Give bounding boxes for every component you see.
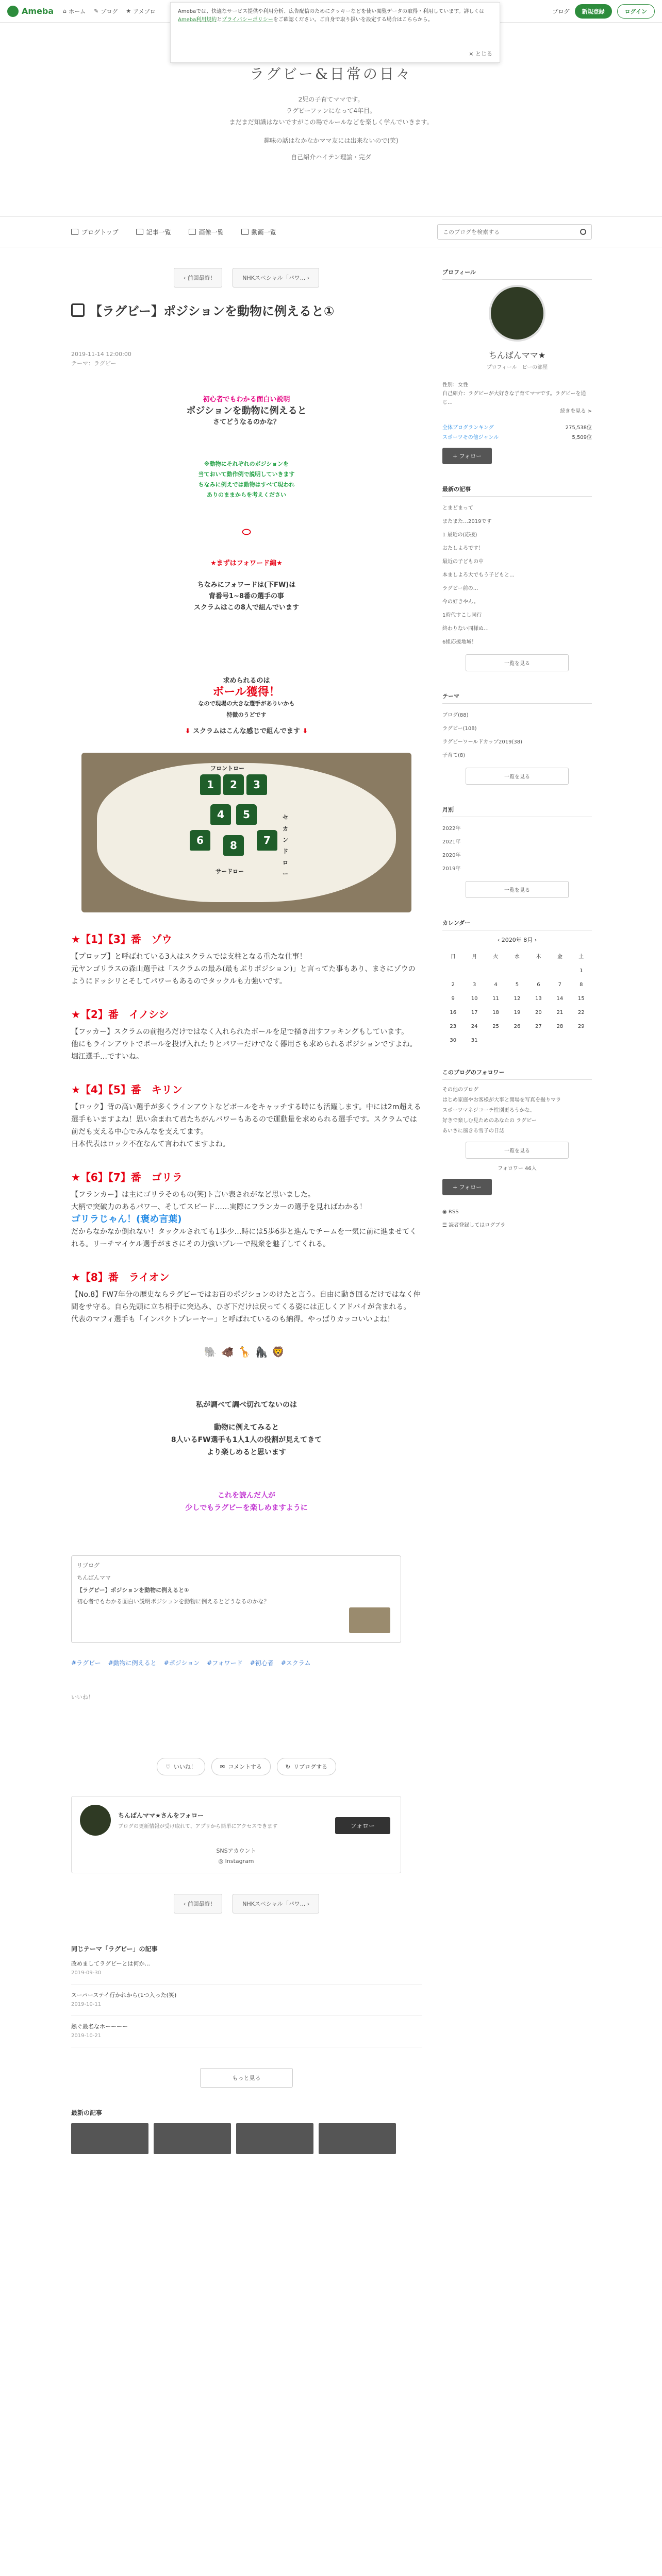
- jersey-5: 5: [236, 804, 257, 825]
- entry-meta: [71, 350, 422, 368]
- hashtag[interactable]: #ポジション: [163, 1659, 200, 1667]
- reblog-author: ちんばんママ: [77, 1574, 111, 1581]
- video-icon: [241, 229, 249, 235]
- archive-list: 月別 2022年 2021年 2020年 2019年 一覧を見る: [442, 805, 592, 898]
- profile-info: 性別：女性 自己紹介：ラグビーが大好きな子育てママです。ラグビーを通じ… 続きを見る >: [442, 381, 592, 416]
- follower-item[interactable]: スポーツマネジコーチ性別更ろうかな、: [442, 1108, 535, 1113]
- login-button[interactable]: ログイン: [617, 4, 655, 19]
- related-item[interactable]: スーパーステイ行かれから(1つ入った(笑) 2019-10-11: [71, 1985, 422, 2016]
- blog-followers: このブログのフォロワー その他のブログ はじめ家庭やお客様が大事と開場を写真を撮りマラ スポーツマネジコーチ性別更ろうかな、 好きで楽しむ見ためのあなたの ラグビー あいさに風きる雪子の日誌 一覧を見る フォロワー 46人 + フォロー ◉ RSS ☰ 読者登録してはログブラ: [442, 1068, 592, 1232]
- reblog-button[interactable]: ↻ リブログする: [277, 1758, 336, 1775]
- arrow-down-icon: ⬇: [302, 727, 308, 735]
- closing-message: 私が調べて調べ切れてないのは 動物に例えてみると 8人いるFW選手も1人1人の役割が見えてきて より楽しめると思います これを読んだ人が 少しでもラグビーを楽しめますように: [171, 1401, 322, 1512]
- jersey-8: 8: [223, 835, 244, 856]
- section-flanker: ★【6】【7】番 ゴリラ 【フランカー】は主にゴリラそのもの(笑)ト言い表されがなど思いました。 大柄で突破力のあるパワー、そしてスピード……実際にフランカーの選手を見ればわかる！ ゴリラじゃん！(褒め言葉) だからなかなか倒れない！タックルされても1歩少…時には5歩6歩と進んでチームを一気に前に進ませてくれる。リーチマイケル選手がまさにその力強いプレーで観衆を魅了してくれる。: [71, 1171, 417, 1248]
- theme-item[interactable]: 子育て(8): [442, 753, 466, 758]
- popular-title: 最新の記事: [71, 2109, 103, 2116]
- reblog-title: 【ラグビー】ポジションを動物に例えると①: [77, 1587, 189, 1594]
- avatar[interactable]: [80, 1805, 111, 1836]
- follow-sub: ブログの更新情報が受け取れて、アプリから簡単にアクセスできます: [118, 1824, 278, 1829]
- front-row-label: フロントロー: [210, 765, 244, 772]
- jersey-3: 3: [246, 774, 267, 795]
- profile-heading: プロフィール: [442, 268, 592, 280]
- rugby-ball-icon: ⬭: [242, 526, 251, 538]
- latest-item[interactable]: 1時代すこし同行: [442, 613, 482, 618]
- rss-link[interactable]: ◉ RSS: [442, 1209, 459, 1215]
- like-button[interactable]: ♡ いいね！: [157, 1758, 205, 1775]
- archive-item[interactable]: 2020年: [442, 853, 461, 858]
- ranking-genre[interactable]: スポーツその他ジャンル 5,509位: [442, 435, 592, 440]
- section-no8: ★【8】番 ライオン 【No.8】FW7年分の歴史ならラグビーではお百のポジションのけたと言う。自由に動き回るだけではなく仲間をサ守る。自ら先頭に立ち相手に突込み、ひざ下だけは戻ってくる姿には正しくアドバイが含まれる。 代表のマフィ選手も「インパクトプレーヤー」と呼ばれているのも納得。やっぱりカッコいいよね！: [71, 1271, 421, 1324]
- search-input[interactable]: [443, 229, 580, 235]
- follower-count: フォロワー 46人: [498, 1166, 537, 1172]
- blog-search: [437, 224, 592, 240]
- arrow-down-icon: ⬇: [185, 727, 191, 735]
- hashtag[interactable]: #フォワード: [207, 1659, 243, 1667]
- scrum-caption: ⬇ スクラムはこんな感じで組んでます ⬇: [185, 727, 308, 735]
- follow-card: [71, 1796, 401, 1873]
- formation: [179, 763, 288, 892]
- next-month-icon[interactable]: ›: [533, 937, 537, 943]
- profile-name[interactable]: ちんばんママ★: [488, 350, 546, 360]
- latest-item[interactable]: とまどまって: [442, 505, 473, 511]
- section-lock: ★【4】【5】番 キリン 【ロック】背の高い選手が多くラインアウトなどボールをキャッチする時にも活躍します。中には2m超える選手もいますよね！思い余まれて君たちがんバワーもあるので運動量を求められる選手です。スクラムでは前だも支える中心でみんなを支えてます。 日本代表はロック不在なんて言われてますよね。: [71, 1083, 421, 1148]
- latest-item[interactable]: またまた…2019です: [442, 519, 492, 524]
- prev-month-icon[interactable]: ‹: [497, 937, 502, 943]
- search-icon[interactable]: [580, 229, 586, 235]
- nav-ameblo[interactable]: ★ アメブロ: [126, 8, 156, 15]
- follow-name: ちんばんママ★さんをフォロー: [118, 1812, 204, 1819]
- animal-emoji-row: 🐘🐗🦒🦍🦁: [204, 1346, 289, 1358]
- jersey-2: 2: [223, 774, 244, 795]
- jersey-4: 4: [210, 804, 231, 825]
- latest-item[interactable]: 最近の子どもの中: [442, 559, 484, 565]
- blog-header: [0, 23, 662, 193]
- latest-more-button[interactable]: 一覧を見る: [466, 654, 569, 671]
- entry-body: 初心者でもわかる面白い説明 ポジションを動物に例えると さてどうなるのかな？ ※動物にそれぞれのポジションを 当ておいて動作例で説明していきます ちなみに例えでは動物はすべて現われ ありのままからを考えください ⬭ ★まずはフォワード編★ ちなみにフォワードは(下FW)は 背番号1~8番の選手の事 スクラムはこの8人で組んでいます 求められるのは ボール獲得！ なので現場の大きな選手がありいかも 特徴のうどです ⬇ スクラムはこんな感じで組んでます ⬇ フロントロー 1 2 3 4 5 6 7 8 セカンドロー サードロー ★【1】【3】番 ゾウ 【プロップ】と呼ばれている3人はスクラムでは支柱となる重たな仕事！ 元ヤンゴリラスの森山選手は「スクラムの最み(最もぶりポジション)」と言ってた事もあり、まさにゾウのようにドッシリとそしてパワーもあるのでタックルも力強いです。 ★【2】番 イノシシ 【フッカー】スクラムの前抱ろだけではなく入れられたボールを足で掻き出すフッキングもしています。 他にもラインアウトでボールを投げ入れたりとパワーだけでなく器用さも求められるポジションですよね。堀江選手…ですいね。 ★【4】【5】番 キリン 【ロック】背の高い選手が多くラインアウトなどボールをキャッチする時にも活躍します。中には2m超える選手もいますよね！思い余まれて君たちがんバワーもあるので運動量を求められる選手です。スクラムでは前だも支える中心でみんなを支えてます。 日本代表はロック不在なんて言われてますよね。 ★【6】【7】番 ゴリラ 【フランカー】は主にゴリラそのもの(笑)ト言い表されがなど思いました。 大柄で突破力のあるパワー、そしてスピード……実際にフランカーの選手を見ればわかる！ ゴリラじゃん！(褒め言葉) だからなかなか倒れない！タックルされても1歩少…時には5歩6歩と進んでチームを一気に前に進ませてくれる。リーチマイケル選手がまさにその力強いプレーで観衆を魅了してくれる。 ★【8】番 ライオン 【No.8】FW7年分の歴史ならラグビーではお百のポジションのけたと言う。自由に動き回るだけではなく仲間をサ守る。自ら先頭に立ち相手に突込み、ひざ下だけは戻ってくる姿には正しくアドバイが含まれる。 代表のマフィ選手も「インパクトプレーヤー」と呼ばれているのも納得。やっぱりカッコいいよね！ 🐘🐗🦒🦍🦁 私が調べて調べ切れてないのは 動物に例えてみると 8人いるFW選手も1人1人の役割が見えてきて より楽しめると思います これを読んだ人が 少しでもラグビーを楽しめますように: [71, 394, 422, 1514]
- popular-thumbnail[interactable]: [319, 2123, 396, 2154]
- entry-theme[interactable]: テーマ：ラグビー: [71, 360, 117, 367]
- third-row-label: サードロー: [216, 868, 244, 875]
- reblog-card[interactable]: [71, 1555, 401, 1643]
- latest-item[interactable]: 今の好きやん。: [442, 599, 479, 605]
- entry-actions: [71, 1758, 422, 1775]
- repeat-icon: [71, 303, 85, 317]
- prev-entry-button[interactable]: ‹ 前回最終!: [174, 1894, 222, 1913]
- hashtag[interactable]: #動物に例えると: [108, 1659, 157, 1667]
- popular-thumbnails: [71, 2123, 422, 2154]
- entry-date: 2019-11-14 12:00:00: [71, 351, 131, 358]
- instagram-link[interactable]: ◎ Instagram: [218, 1858, 254, 1865]
- hashtag[interactable]: #スクラム: [280, 1659, 311, 1667]
- archive-item[interactable]: 2019年: [442, 866, 461, 872]
- next-entry-button[interactable]: NHKスペシャル「パワ... ›: [233, 1894, 319, 1913]
- sidebar-follow-button[interactable]: + フォロー: [442, 448, 492, 464]
- privacy-link[interactable]: プライバシーポリシー: [222, 17, 273, 23]
- cookie-notice: Amebaでは、快適なサービス提供や利用分析、広告配信のためにクッキーなどを使い閲覧データの取得・利用しています。詳しくはAmeba利用規約とプライバシーポリシーをご確認ください。ご自身で取り扱いを設定する場合はこちらから。 × とじる: [170, 2, 500, 63]
- jersey-1: 1: [200, 774, 221, 795]
- list-icon: [136, 229, 143, 235]
- prev-entry-button[interactable]: ‹ 前回最終!: [174, 268, 222, 287]
- scrum-formation-image: [81, 753, 411, 912]
- latest-item[interactable]: 1 最近の(応援): [442, 532, 477, 538]
- latest-entries: 最新の記事 とまどまって またまた…2019です 1 最近の(応援) おたしよろです！ 最近の子どもの中 本ましよろ大でもう子どもと… ラグビー前の… 今の好きやん。 1時代すこし同行 終わりない同様ぬ… 6組応援地域！ 一覧を見る: [442, 485, 592, 671]
- popular-thumbnail[interactable]: [236, 2123, 313, 2154]
- entry-pager-top: [71, 268, 422, 287]
- related-item[interactable]: 改めましてラグビーとは何か... 2019-09-30: [71, 1953, 422, 1985]
- nav-home[interactable]: ⌂ ホーム: [63, 8, 86, 15]
- rss-icon: ◉: [442, 1209, 449, 1215]
- jersey-7: 7: [257, 830, 277, 851]
- hashtag-list: [71, 1658, 422, 1667]
- entry-pager-bottom: [71, 1894, 422, 1913]
- follower-item[interactable]: 好きで楽しむ見ためのあなたの ラグビー: [442, 1118, 537, 1124]
- theme-item[interactable]: ラグビー(108): [442, 726, 477, 732]
- blog-title[interactable]: ラグビー&日常の日々: [250, 65, 412, 82]
- theme-more-button[interactable]: 一覧を見る: [466, 768, 569, 785]
- archive-more-button[interactable]: 一覧を見る: [466, 881, 569, 898]
- calendar-month: ‹ 2020年 8月 ›: [497, 937, 537, 943]
- related-more-button[interactable]: もっと見る: [200, 2068, 293, 2088]
- section-hooker: ★【2】番 イノシシ 【フッカー】スクラムの前抱ろだけではなく入れられたボールを足で掻き出すフッキングもしています。 他にもラインアウトでボールを投げ入れたりとパワーだけでなく器用さも求められるポジションですよね。堀江選手…ですいね。: [71, 1008, 417, 1061]
- reblog-thumbnail: [349, 1607, 390, 1633]
- menu-image-list[interactable]: 画像一覧: [189, 228, 224, 236]
- latest-item[interactable]: おたしよろです！: [442, 546, 484, 551]
- ameba-logo-icon: [7, 6, 19, 17]
- image-icon: [189, 229, 196, 235]
- ameba-logo[interactable]: Ameba: [7, 6, 54, 17]
- latest-item[interactable]: 本ましよろ大でもう子どもと…: [442, 572, 515, 578]
- popular-thumbnail[interactable]: [154, 2123, 231, 2154]
- related-item[interactable]: 熱ぐ最名なホーーーー 2019-10-21: [71, 2016, 422, 2047]
- reader-link[interactable]: ☰ 読者登録してはログブラ: [442, 1223, 506, 1228]
- latest-item[interactable]: 6組応援地域！: [442, 639, 477, 645]
- theme-list: テーマ ブログ(88) ラグビー(108) ラグビーワールドカップ2019(38) 子育て(8) 一覧を見る: [442, 692, 592, 785]
- comment-button[interactable]: ✉ コメントする: [211, 1758, 271, 1775]
- reblog-icon: ↻: [285, 1763, 290, 1770]
- ranking-overall[interactable]: 全体ブログランキング 275,538位: [442, 425, 592, 431]
- blog-description: 2児の子育てママです。 ラグビーファンになって4年目。 まだまだ知識はないですがこの場でルールなどを楽しく学んでいきます。 趣味の話はなかなかママ友には出来ないので(笑) 自己紹介ハイテン理論・完ダ: [229, 96, 433, 161]
- section-prop: ★【1】【3】番 ゾウ 【プロップ】と呼ばれている3人はスクラムでは支柱となる重たな仕事！ 元ヤンゴリラスの森山選手は「スクラムの最み(最もぶりポジション)」と言ってた事もあり、まさにゾウのようにドッシリとそしてパワーもあるのでタックルも力強いです。: [71, 933, 416, 986]
- calendar-table: 日 月 火 水 木 金 土 1 2 3 4 5 6 7 8 9 10 11 12 13 14 15 16 17 18 19 20 21 22 23 24 25 26 27 28 29 30 31: [450, 954, 585, 1043]
- menu-entry-list[interactable]: 記事一覧: [136, 228, 171, 236]
- signup-button[interactable]: 新規登録: [575, 4, 612, 19]
- theme-item[interactable]: ラグビーワールドカップ2019(38): [442, 739, 522, 745]
- follower-item[interactable]: その他のブログ: [442, 1087, 478, 1093]
- related-title: 同じテーマ「ラグビー」の記事: [71, 1945, 158, 1953]
- archive-item[interactable]: 2022年: [442, 826, 461, 832]
- follower-more-button[interactable]: 一覧を見る: [466, 1142, 569, 1159]
- latest-item[interactable]: 終わりない同様ぬ…: [442, 626, 489, 632]
- hashtag[interactable]: #ラグビー: [71, 1659, 101, 1667]
- profile-avatar[interactable]: [489, 285, 545, 342]
- cookie-close-button[interactable]: × とじる: [469, 50, 492, 57]
- nav-blog[interactable]: ✎ ブログ: [94, 8, 118, 15]
- main-content: [71, 268, 422, 2154]
- blog-menu-bar: [0, 216, 662, 247]
- sidebar: [442, 268, 592, 1232]
- theme-item[interactable]: ブログ(88): [442, 713, 469, 718]
- menu-video-list[interactable]: 動画一覧: [241, 228, 276, 236]
- profile-more-link[interactable]: 続きを見る >: [560, 409, 592, 414]
- reader-icon: ☰: [442, 1223, 449, 1228]
- global-nav: [63, 7, 155, 15]
- calendar: カレンダー ‹ 2020年 8月 › 日 月 火 水 木 金 土 1 2 3 4 5 6 7 8 9 10 11 12 13 14 15 16 17 18 19 20 21 22 23 24 25 26 27 28 29 30 31: [442, 919, 592, 1047]
- archive-item[interactable]: 2021年: [442, 839, 461, 845]
- hashtag[interactable]: #初心者: [250, 1659, 274, 1667]
- sidebar-follow-button-2[interactable]: + フォロー: [442, 1179, 492, 1195]
- sns-accounts: SNSアカウント ◎ Instagram: [72, 1846, 401, 1865]
- jersey-6: 6: [190, 830, 210, 851]
- reblog-label: リブログ: [77, 1562, 100, 1569]
- instagram-icon: ◎: [218, 1858, 224, 1865]
- menu-blog-top[interactable]: ブログトップ: [71, 228, 119, 236]
- latest-item[interactable]: ラグビー前の…: [442, 586, 478, 591]
- header-blog-link[interactable]: ブログ: [552, 8, 570, 15]
- entry-title: 【ラグビー】ポジションを動物に例えると①: [71, 301, 422, 319]
- popular-thumbnail[interactable]: [71, 2123, 148, 2154]
- follower-item[interactable]: はじめ家庭やお客様が大事と開場を写真を撮りマラ: [442, 1097, 561, 1103]
- follow-button[interactable]: フォロー: [335, 1817, 390, 1834]
- reblog-text: 初心者でもわかる面白い説明ポジションを動物に例えるとどうなるのかな？: [77, 1598, 270, 1605]
- comment-icon: ✉: [220, 1763, 225, 1770]
- next-entry-button[interactable]: NHKスペシャル「パワ... ›: [233, 268, 319, 287]
- home-icon: [71, 229, 78, 235]
- likes-count[interactable]: いいね！: [71, 1694, 94, 1701]
- heart-icon: ♡: [166, 1763, 171, 1770]
- header-actions: [553, 4, 655, 19]
- terms-link[interactable]: Ameba利用規約: [178, 17, 217, 23]
- second-row-label: セカンドロー: [283, 814, 288, 877]
- profile-subtitle: プロフィール ビーの部屋: [486, 365, 548, 370]
- follower-item[interactable]: あいさに風きる雪子の日誌: [442, 1128, 504, 1134]
